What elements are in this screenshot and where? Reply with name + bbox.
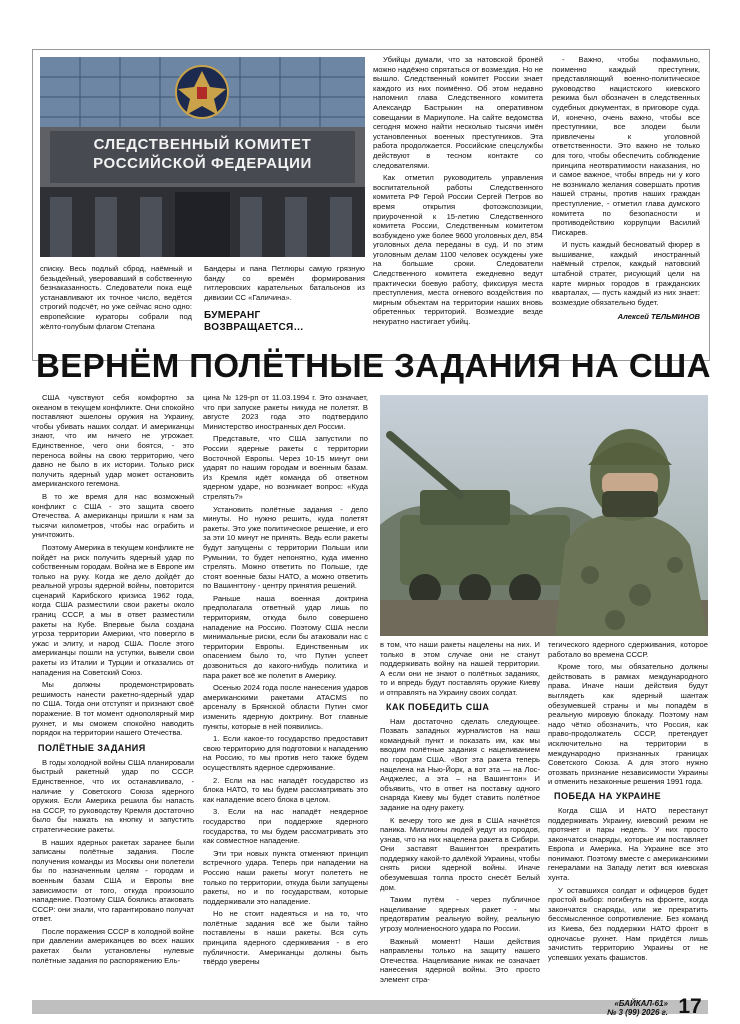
col-a-paragraph-5: В годы холодной войны США планировали быстрый ракетный удар по СССР. Единственное, что их останавливало, - наличие у Советского Союза ядерного оружия. Если Америка решила бы напасть на СССР, то руководству Кремля достаточно было бы нажать на кнопку и запустить стратегические ракеты. xyxy=(32,757,194,834)
footer-publication xyxy=(607,999,668,1017)
col-b-paragraph-1: цина № 129-рп от 11.03.1994 г. Это означает, что при запуске ракеты никуда не полетят. В августе 2023 года это подтвердило Министерство иностранных дел России. xyxy=(203,393,368,431)
page-number: 17 xyxy=(678,995,702,1018)
top-col3-paragraph-2: Как отметил руководитель управления воспитательной работы Следственного комитета РФ Герой России Сергей Петров во время открытия фотоэкспозиции, приуроченной к 15-летию Следственного комитета России, Следственным комитетом возбуждено уже более 9600 уголовных дел, 854 уголовных дела переданы в суд. И по этим уголовным делам 1100 человек осуждены уже на большие сроки. Следователи Следственного комитета ежедневно ведут практически боевую работу, фиксируя места преступления, места огневого воздействия по мирным объектам на территории наших вновь обретенных территорий. Возмездие везде некуратно настигает убийц. xyxy=(373,173,544,327)
col-c-paragraph-2: Нам достаточно сделать следующее. Позвать западных журналистов на наш командный пункт и показать им, как мы вводим полётные задания с нацеливанием по городам США. «Вот эта ракета теперь нацелена на Нью-Йорк, а вот эта — на Лос-Анджелес, а эта – на Вашингтон» И объявить, что в ответ на поставку одного снаряда Киеву мы будет ставить полётное задание на одну ракету. xyxy=(380,716,540,812)
col-b-paragraph-5: Осенью 2024 года после нанесения ударов американскими ракетами ATACMS по арсеналу в Брянской области Путин смог изменить ядерную доктрину. Вот главные пункты, которые в ней появились. xyxy=(203,683,368,731)
boomerang-title-line-1: БУМЕРАНГ xyxy=(204,310,261,322)
col-c-paragraph-5: Важный момент! Наши действия направлены только на защиту нашего Отечества. Нацеливание никак не означает нанесения ядерной войны. Это просто элемент стра- xyxy=(380,936,540,984)
article-column-b xyxy=(203,393,368,967)
col-b-paragraph-2: Представьте, что США запустили по России ядерные ракеты с территории Восточной Европы. Через 10-15 минут они ударят по нашим городам и военным базам. Из Кремля идёт команда об ответном ядерном ударе, но возникает вопрос: «Куда стрелять?» xyxy=(203,434,368,501)
col-b-paragraph-3: Установить полётные задания - дело минуты. Но нужно решить, куда полетят ракеты. Это уже политическое решение, и его за эти 10 минут не принять. Ведь если ракеты будут запущены с территории Польши или Румынии, то будет непонятно, куда именно стрелять. Можно ответить по Польше, где стоят военные базы НАТО, а можно ответить по Вашингтону - центру принятия решений. xyxy=(203,504,368,591)
soldier-artillery-photo xyxy=(380,395,708,636)
col-d-paragraph-4: У оставшихся солдат и офицеров будет простой выбор: погибнуть на фронте, когда закончатся снаряды, или же прекратить бессмысленное сопротивление. Без команд из Киева, без поддержки НАТО фронт в одночасье рухнет. Нам придётся лишь зачистить территорию Украины от не успевших уехать фашистов. xyxy=(548,885,708,962)
top-col4-paragraph-2: И пусть каждый бесноватый фюрер в вышиванке, каждый иностранный наёмный стрелок, каждый натовский штабной стратег, рисующий цели на карте мирных городов в гражданских кварталах, — пусть каждый из них знает: возмездие обязательно будет. xyxy=(552,240,700,307)
col-b-paragraph-9: Эти три новых пункта отменяют принцип встречного удара. Теперь при нападении на Россию наши ракеты могут полететь не только по территории, откуда были запущены ракеты, но и по государствам, которые поддерживали это нападение. xyxy=(203,848,368,906)
col-a-paragraph-6: В наших ядерных ракетах заранее были записаны полётные задания. После получения команды из Москвы они полетели бы по назначенным целям - городам и военным базам США и Европы вне зависимости от того, откуда произошло нападение. Поэтому США боялись атаковать СССР: они знали, что гарантировано получат ответ. xyxy=(32,837,194,924)
top-column-1 xyxy=(40,264,192,331)
col-a-paragraph-1: США чувствуют себя комфортно за океаном в текущем конфликте. Они спокойно поставляют эшелоны оружия на Украину, чтобы убивать наших солдат. И американцы знают, что им ничего не угрожает. Единственное, чего они боятся, - это переноса войны на свою территорию, чего давно не было в их истории. Только риск получить ядерный удар может остановить американского гегемона. xyxy=(32,393,194,489)
article-column-c xyxy=(380,640,540,985)
boomerang-title-line-2: ВОЗВРАЩАЕТСЯ… xyxy=(204,322,304,334)
article-headline: ВЕРНЁМ ПОЛЁТНЫЕ ЗАДАНИЯ НА США xyxy=(36,347,711,384)
issue-number: № 3 (99) 2026 г. xyxy=(607,1008,668,1017)
col-b-paragraph-7: 2. Если на нас нападёт государство из блока НАТО, то мы будем рассматривать это как нападение всего блока в целом. xyxy=(203,775,368,804)
top-col1-paragraph: списку. Весь подлый сброд, наёмный и безыдейный, уверовавший в собственную безнаказанность. Следователи пока ещё устанавливают их точное число, ведётся строгий подсчёт, но уже сейчас ясно одно: европейские кураторы собрали под жёлто-голубым флагом Степана xyxy=(40,264,192,331)
col-c-paragraph-1: в том, что наши ракеты нацелены на них. И только в этом случае они не станут поддерживать войну на нашей территории. А если они не знают о полётных заданиях, то и впредь будут поставлять оружие Киеву и отправлять на Украину своих солдат. xyxy=(380,640,540,697)
col-a-paragraph-4: Мы должны продемонстрировать решимость нанести ракетно-ядерный удар по США. Тогда они отступят и признают своё поражение. В тот момент однополярный мир рухнет, и мы сможем спокойно наводить порядок на территории нашего Отечества. xyxy=(32,680,194,738)
col-b-paragraph-6: 1. Если какое-то государство предоставит свою территорию для подготовки к нападению на Россию, то мы против него также будем осуществлять ядерное сдерживание. xyxy=(203,734,368,772)
sign-line-2: РОССИЙСКОЙ ФЕДЕРАЦИИ xyxy=(93,155,312,172)
top-col2-paragraph: Бандеры и пана Петлюры самую грязную банду со времён формирования гитлеровских карательных батальонов из дивизии СС «Галичина». xyxy=(204,264,365,302)
col-d-paragraph-1: тегического ядерного сдерживания, которое работало во времена СССР. xyxy=(548,640,708,659)
top-column-4 xyxy=(552,55,700,322)
col-b-paragraph-10: Но не стоит надеяться и на то, что полётные задания всё же были тайно поставлены в наши ракеты. Вся суть принципа ядерного сдерживания - в его публичности. Американцы должны быть твёрдо уверены xyxy=(203,909,368,967)
newspaper-name: «БАЙКАЛ-61» xyxy=(614,999,668,1008)
col-c-paragraph-4: Таким путём - через публичное нацеливание ядерных ракет - мы предотвратим реальную войну, реальную угрозу молниеносного удара по России. xyxy=(380,895,540,934)
top-col3-paragraph-1: Убийцы думали, что за натовской бронёй можно надёжно спрятаться от возмездия. Но не вышло. Следственный комитет России знает каждого из них поимённо. Об этом недавно напомнил глава Следственного комитета Александр Бастрыкин на оперативном совещании в Мариуполе. На сайте ведомства сегодня можно найти несколько тысячи имён установленных военных преступников. Эта работа продолжается. Российские спецслужбы действуют в тесном контакте со следователями. xyxy=(373,55,543,170)
col-d-paragraph-3: Когда США И НАТО перестанут поддерживать Украину, киевский режим не протянет и пары недель. У них просто закончатся снаряды, которые им поставляет Европа и Америка. На Украине все это понимают. Поэтому вместе с американскими генералами на Западу летит вся киевская хунта. xyxy=(548,805,708,883)
subheading-how-to-win: КАК ПОБЕДИТЬ США xyxy=(386,701,490,712)
soldier-illustration xyxy=(380,395,708,636)
author-signature: Алексей ТЕЛЬМИНОВ xyxy=(617,312,700,322)
investigative-committee-photo xyxy=(40,57,365,257)
top-col4-paragraph-1: - Важно, чтобы пофамильно, поименно каждый преступник, представляющий военно-политическое руководство нацистского киевского режима был обозначен в следственных судебных документах, в приговоре суда. И, конечно, очень важно, чтобы все преступники, все злодеи были привлечены к уголовной ответственности. Это важно не только для того, чтобы обеспечить соблюдение принципа неотвратимости наказания, но и самое важное, чтобы впредь ни у кого не возникало желания совершать против нашей страны, против наших граждан преступление, - отметил глава думского комитета по безопасности и противодействию коррупции Василий Пискарев. xyxy=(552,55,700,237)
col-a-paragraph-3: Поэтому Америка в текущем конфликте не пойдёт на риск получить ядерный удар по собственным городам. Война же в Европе им только на руку. Когда же дело дойдёт до реальной угрозы ядерной войны, повторится сценарий Карибского кризиса 1962 года, когда США разместили свои ракеты около границ СССР, а мы в ответ разместили ракеты на Кубе. Впервые была создана угроза территории Америки, что повергло в ужас и элиту, и народ США. После этого американцы пошли на уступки, вывели свои ракеты из Италии и Турции и отказались от нападения на Советский Союз. xyxy=(32,542,194,677)
top-column-3 xyxy=(373,55,543,327)
col-a-paragraph-7: После поражения СССР в холодной войне при давлении американцев во всех наших ракетах были установлены нулевые полётные задания по распоряжению Ель- xyxy=(32,926,194,965)
col-d-paragraph-2: Кроме того, мы обязательно должны действовать в рамках международного права. Иначе наши действия будут выглядеть как ядерный шантаж обезумевшей страны и мы попадём в реальную мировую блокаду. Поэтому нам надо чётко обозначить, что Россия, как право-продолжатель СССР, претендует исключительно на территории в международно признанных границах Советского Союза. А для этого нужно отозвать признание независимости Украины и отменить незаконные решения 1991 года. xyxy=(548,662,708,787)
col-b-paragraph-8: 3. Если на нас нападёт неядерное государство при поддержке ядерного государства, то мы будем рассматривать это как совместное нападение. xyxy=(203,807,368,846)
col-b-paragraph-4: Раньше наша военная доктрина предполагала ответный удар лишь по территориям, откуда было совершено нападение на Россию. Поэтому США несли минимальные риски, если бы атаковали нас с территории Европы. Единственным их опасением было то, что Путин успеет дозвониться до какого-нибудь политика и пара ракет всё же полетит в Америку. xyxy=(203,593,368,680)
subheading-victory-in-ukraine: ПОБЕДА НА УКРАИНЕ xyxy=(554,790,662,801)
article-column-d xyxy=(548,640,708,962)
subheading-flight-tasks: ПОЛЁТНЫЕ ЗАДАНИЯ xyxy=(38,742,146,753)
article-column-a xyxy=(32,393,194,965)
col-c-paragraph-3: К вечеру того же дня в США начнётся паника. Миллионы людей уедут из городов, узнав, что на них нацелена ракета в Сибири. Они заставят Вашингтон прекратить поддержку какой-то далёкой Украины, чтобы снять риски ядерной войны. Иначе обезумевшая толпа просто снесёт Белый дом. xyxy=(380,815,540,892)
top-column-2 xyxy=(204,264,365,334)
col-a-paragraph-2: В то же время для нас возможный конфликт с США - это защита своего Отечества. А американцы пришли к нам за тысячи километров, чтобы нас ограбить и уничтожить. xyxy=(32,491,194,540)
sign-line-1: СЛЕДСТВЕННЫЙ КОМИТЕТ xyxy=(93,136,312,153)
